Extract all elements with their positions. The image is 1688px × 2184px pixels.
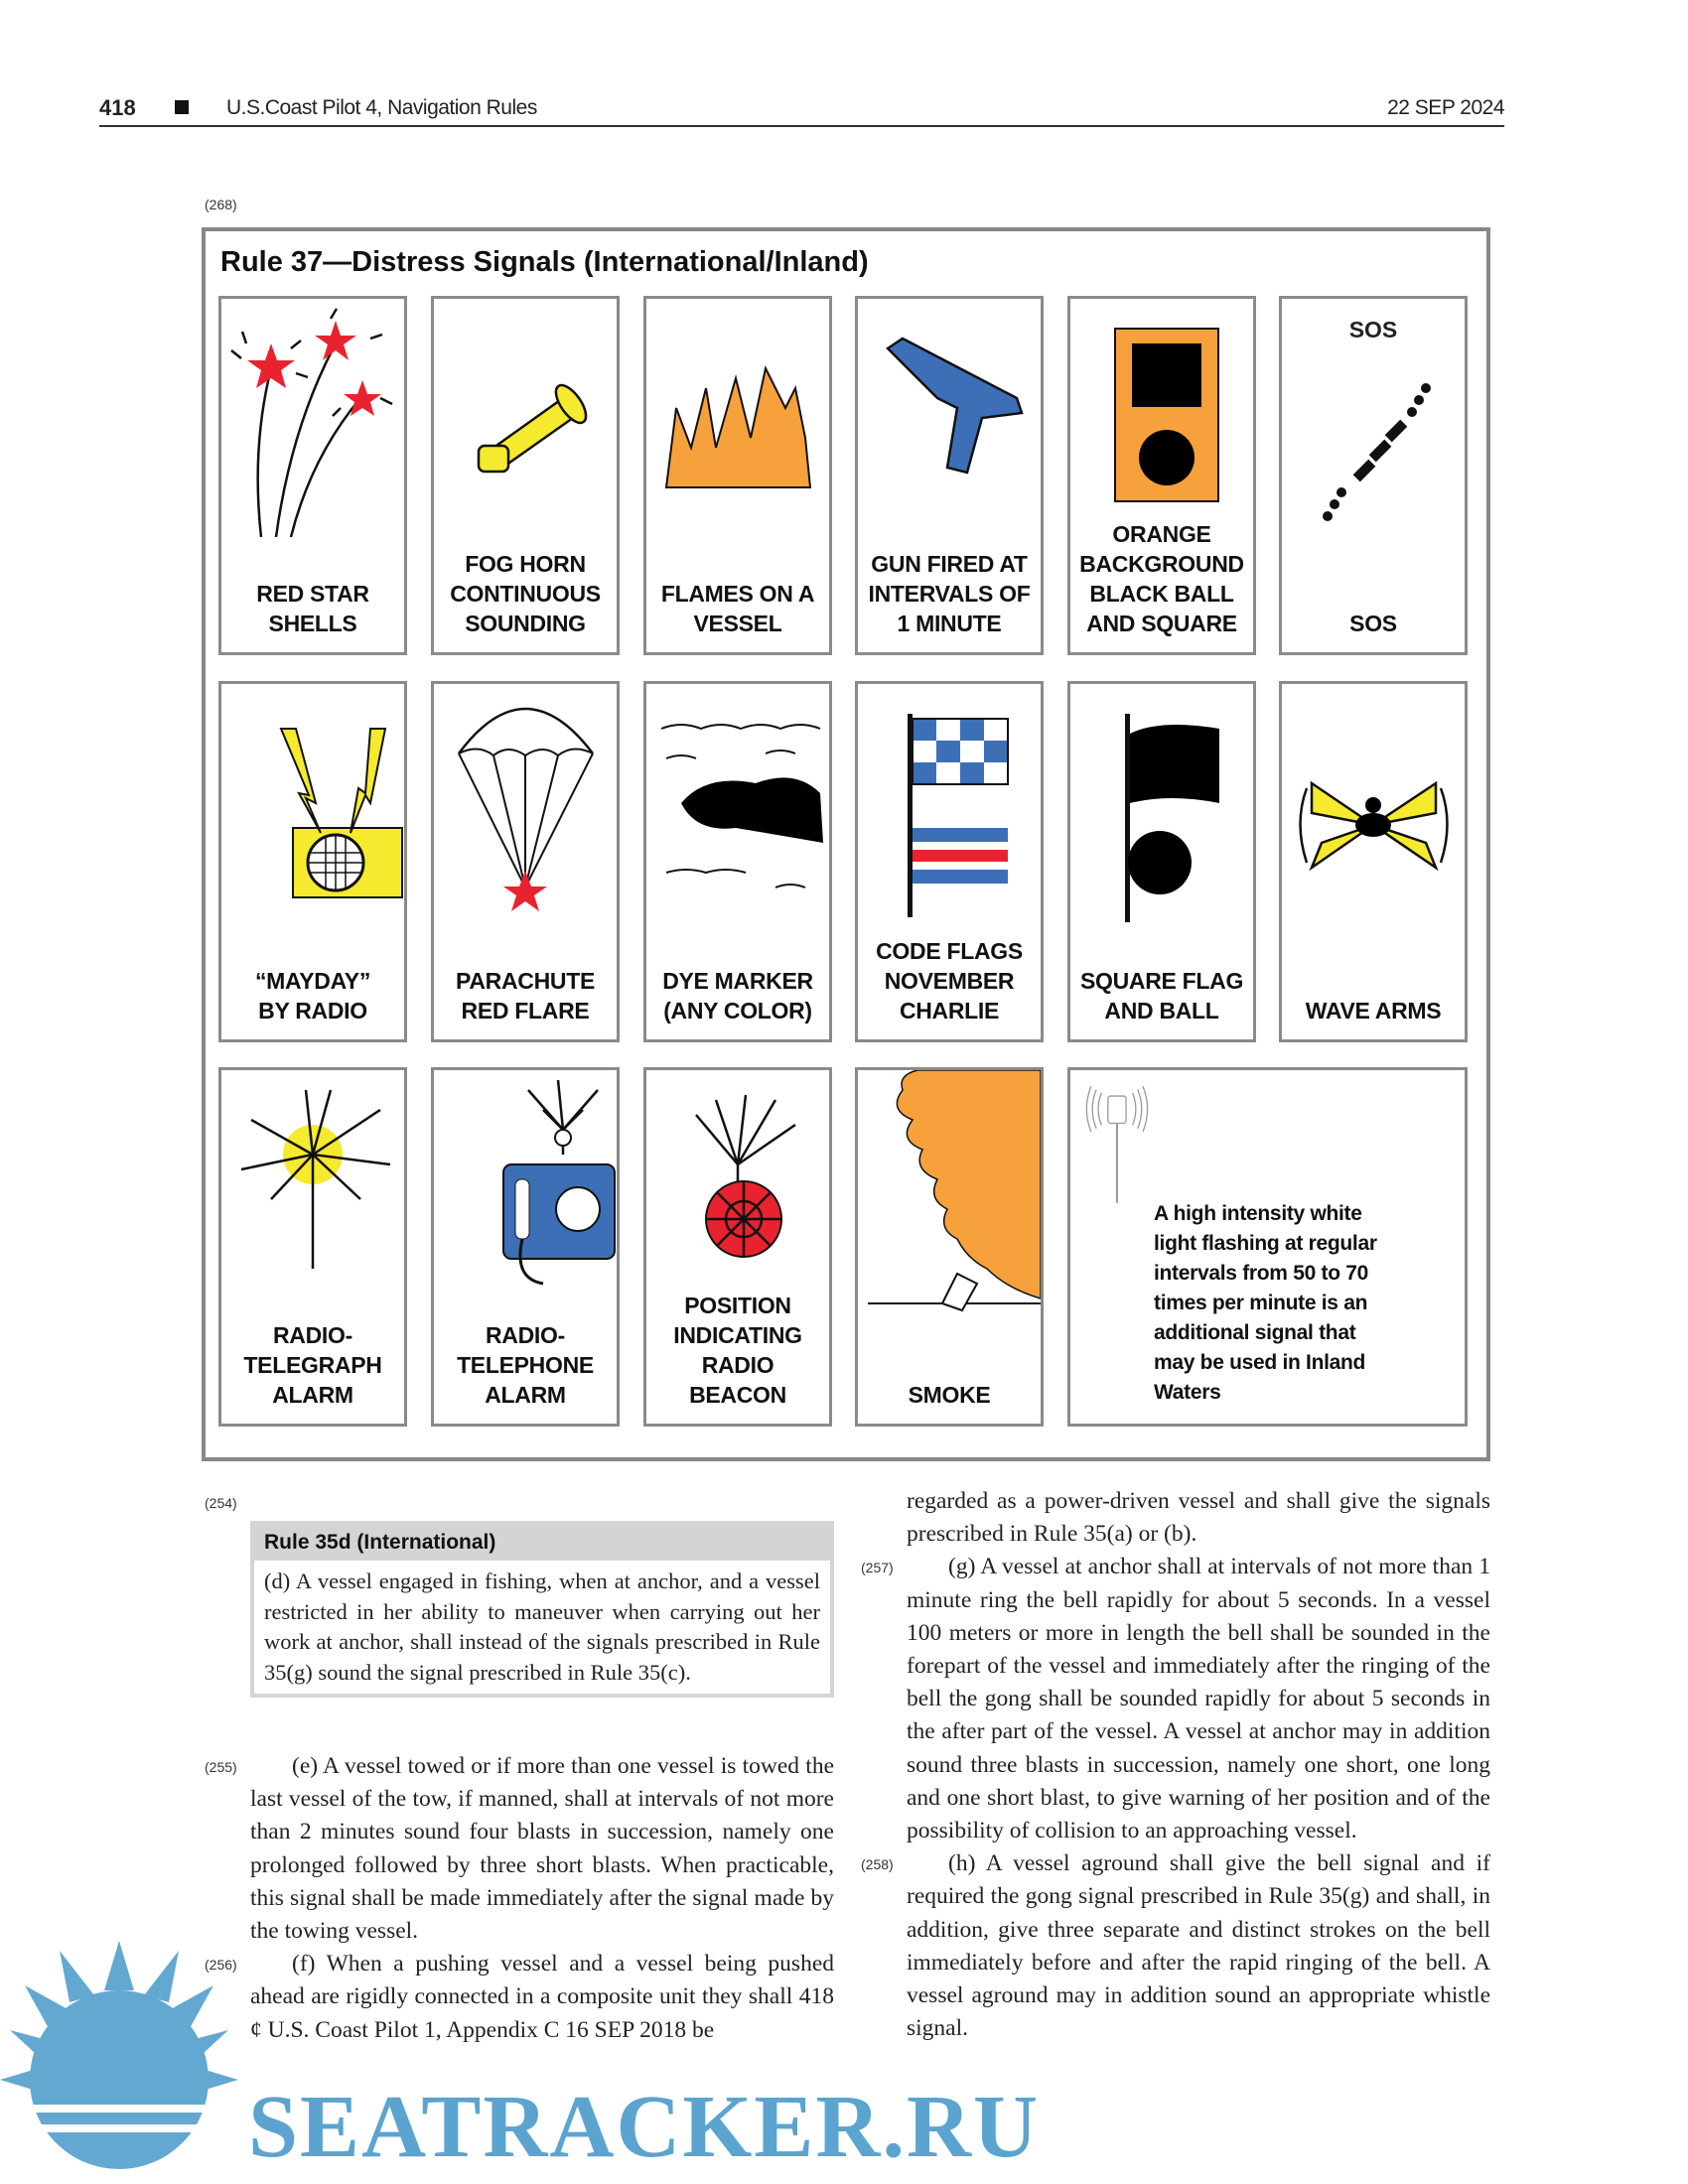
- red-star-shells-icon: [221, 299, 404, 537]
- rule-box-heading: Rule 35d (International): [254, 1525, 830, 1561]
- panel-label: FLAMES ON A VESSEL: [660, 581, 815, 636]
- panel-sos: [1279, 296, 1468, 655]
- sos-morse-icon: [1282, 299, 1465, 537]
- panel-label: FOG HORN CONTINUOUS SOUNDING: [450, 551, 601, 636]
- para-marker: (258): [861, 1856, 894, 1873]
- gun-icon: [858, 299, 1041, 537]
- paragraph-text: (h) A vessel aground shall give the bell signal and if required the gong signal prescribed in Rule 35(g) and shall, in addition, give three separate and distinct strokes on the bell immediately before and after the rapid ringing of the bell. A vessel aground may in addition sound an appropriate whistle signal.: [907, 1850, 1490, 2042]
- panel-parachute: [431, 681, 620, 1042]
- fog-horn-icon: [434, 299, 617, 537]
- header-title: U.S.Coast Pilot 4, Navigation Rules: [226, 96, 537, 119]
- flames-icon: [646, 299, 829, 537]
- panel-radiotelephone: [431, 1067, 620, 1427]
- panel-white-light-note: [1067, 1067, 1468, 1427]
- paragraph-text: (f) When a pushing vessel and a vessel being pushed ahead are rigidly connected in a composite unit they shall 418 ¢ U.S. Coast Pilot 1, Appendix C 16 SEP 2018 be: [250, 1951, 834, 2043]
- panel-smoke: [855, 1067, 1044, 1427]
- panel-label: SOS: [1349, 611, 1397, 636]
- radio-beacon-icon: [646, 1070, 829, 1308]
- panel-label: “MAYDAY” BY RADIO: [254, 968, 371, 1024]
- para-marker: (254): [205, 1495, 237, 1511]
- figure-marker: (268): [205, 197, 237, 212]
- wave-arms-icon: [1282, 684, 1465, 922]
- dye-marker-icon: [646, 684, 829, 922]
- watermark-text: SEATRACKER.RU: [248, 2078, 1040, 2176]
- panel-dye-marker: [643, 681, 832, 1042]
- square-flag-ball-icon: [1070, 684, 1253, 922]
- paragraph-text: (g) A vessel at anchor shall at intervals of not more than 1 minute ring the bell rapidly for about 5 seconds. In a vessel 100 meters or more in length the bell shall be sounded in the forepart of the vessel and immediately after the ringing of the bell the gong shall be sounded rapidly for about 5 seconds in the after part of the vessel. A vessel at anchor may in addition sound three blasts in succession, namely one short, one long and one short blast, to give warning of her position and of the possibility of collision to an approaching vessel.: [907, 1554, 1490, 1844]
- panel-red-star-shells: [218, 296, 407, 655]
- header-square-icon: [175, 100, 189, 114]
- panel-label: RED STAR SHELLS: [256, 581, 369, 636]
- paragraph-text: (e) A vessel towed or if more than one vessel is towed the last vessel of the tow, if manned, shall at intervals of not more than 2 minutes sound four blasts in succession, namely one prolonged followed by three short blasts. When practicable, this signal shall be made immediately after the signal made by the towing vessel.: [250, 1753, 834, 1945]
- page-number: 418: [99, 95, 136, 120]
- paragraph-e: [205, 1750, 834, 1948]
- panel-fog-horn: [431, 296, 620, 655]
- para-marker: (255): [205, 1759, 237, 1775]
- code-flags-icon: [858, 684, 1041, 922]
- figure-title: Rule 37—Distress Signals (International/Inland): [220, 246, 869, 278]
- panel-square-flag-ball: [1067, 681, 1256, 1042]
- panel-gun: [855, 296, 1044, 655]
- panel-epirb: [643, 1067, 832, 1427]
- panel-label: SQUARE FLAG AND BALL: [1079, 968, 1244, 1024]
- radiotelephone-icon: [434, 1070, 617, 1308]
- panel-code-flags: [855, 681, 1044, 1042]
- panel-label: GUN FIRED AT INTERVALS OF 1 MINUTE: [868, 551, 1031, 636]
- radiotelegraph-icon: [221, 1070, 404, 1308]
- panel-label: DYE MARKER (ANY COLOR): [662, 968, 813, 1024]
- panel-label: POSITION INDICATING RADIO BEACON: [673, 1293, 802, 1408]
- panel-label: ORANGE BACKGROUND BLACK BALL AND SQUARE: [1079, 521, 1244, 636]
- panel-label: PARACHUTE RED FLARE: [456, 968, 595, 1024]
- header-date: 22 SEP 2024: [1387, 96, 1504, 119]
- paragraph-g: [861, 1551, 1490, 1847]
- panel-label: SMOKE: [908, 1382, 991, 1408]
- running-header: [99, 95, 1504, 127]
- panel-label: RADIO- TELEPHONE ALARM: [457, 1322, 594, 1408]
- panel-flames: [643, 296, 832, 655]
- panel-wave-arms: [1279, 681, 1468, 1042]
- panel-label: CODE FLAGS NOVEMBER CHARLIE: [876, 938, 1023, 1024]
- smoke-icon: [858, 1070, 1041, 1328]
- rule-box-body: (d) A vessel engaged in fishing, when at anchor, and a vessel restricted in her ability to maneuver when carrying out her work at anchor, shall instead of the signals prescribed in Rule 35(g) sound the signal prescribed in Rule 35(c).: [264, 1569, 820, 1685]
- panel-orange-background: [1067, 296, 1256, 655]
- panel-label: WAVE ARMS: [1305, 998, 1442, 1024]
- rule-35d-box: [250, 1521, 834, 1698]
- panel-label: RADIO- TELEGRAPH ALARM: [243, 1322, 382, 1408]
- para-marker: (256): [205, 1957, 237, 1974]
- white-light-note: A high intensity white light flashing at regular intervals from 50 to 70 times per minute is an additional signal that may be used in Inland Waters: [1154, 1202, 1377, 1404]
- orange-ball-square-icon: [1070, 299, 1253, 537]
- radio-mayday-icon: [221, 684, 404, 922]
- panel-radiotelegraph: [218, 1067, 407, 1427]
- para-marker: (257): [861, 1560, 894, 1576]
- paragraph-f-continued: regarded as a power-driven vessel and shall give the signals prescribed in Rule 35(a) or (b).: [907, 1488, 1490, 1548]
- sos-top-label: SOS: [1348, 317, 1398, 342]
- parachute-flare-icon: [434, 684, 617, 922]
- panel-mayday: [218, 681, 407, 1042]
